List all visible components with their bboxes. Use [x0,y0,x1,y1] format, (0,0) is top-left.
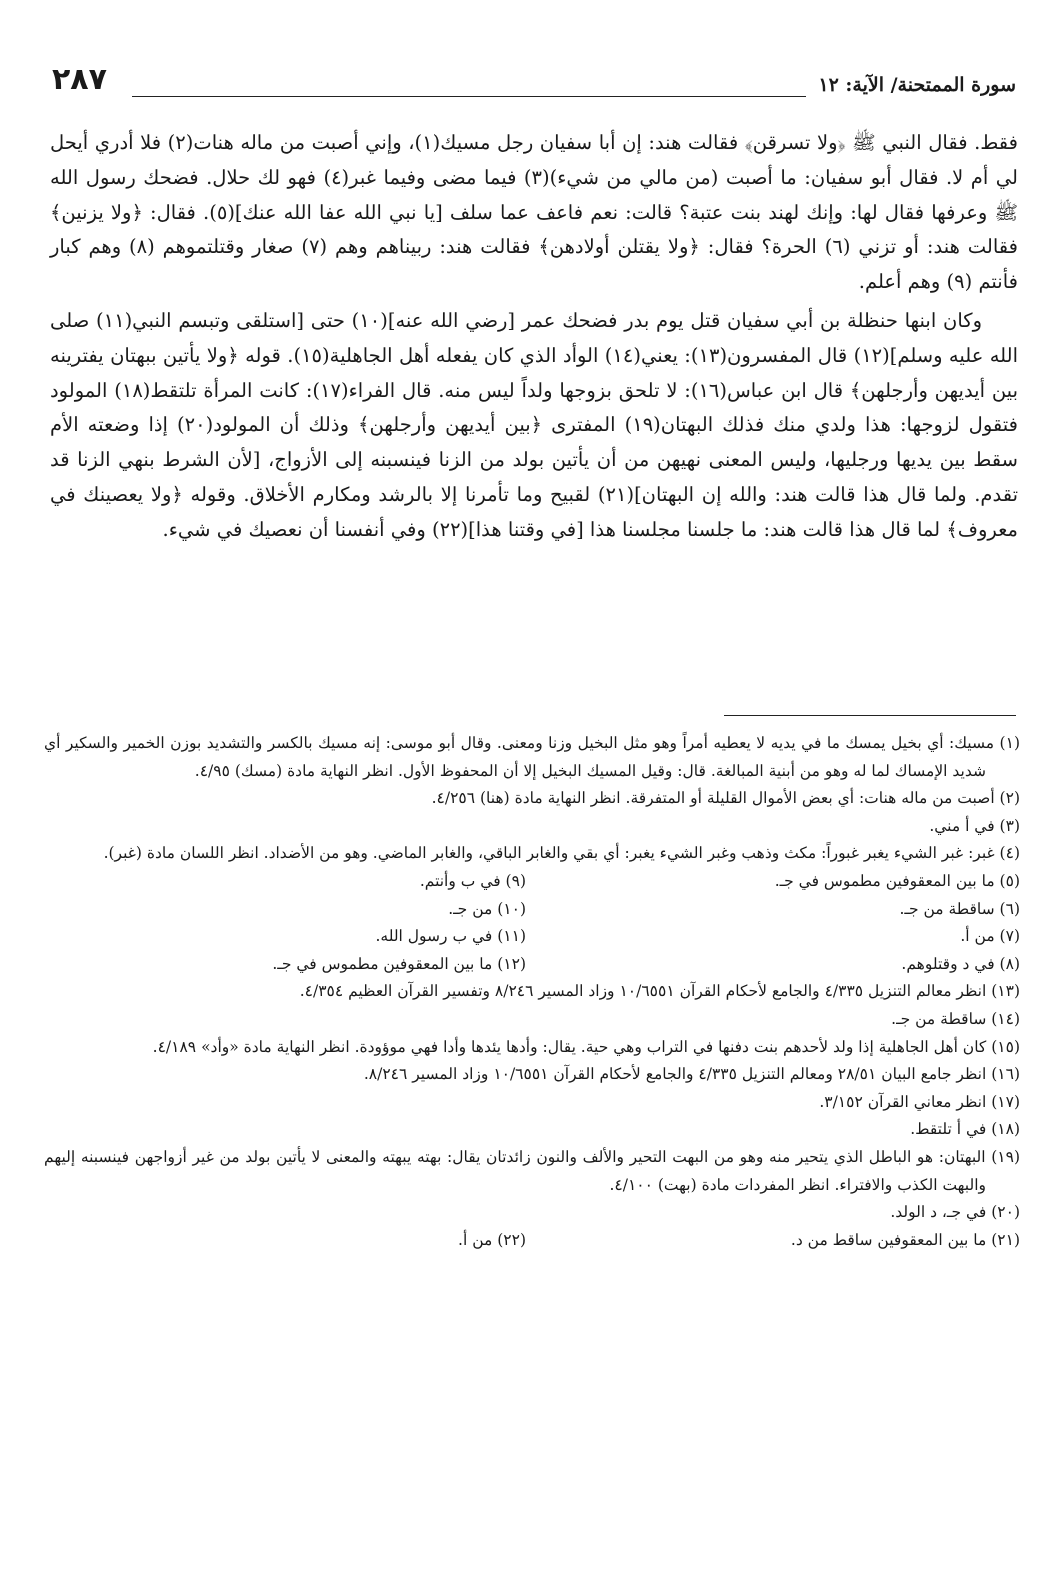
footnote: (٢) أصبت من ماله هنات: أي بعض الأموال القليلة أو المتفرقة. انظر النهاية مادة (هنا) ٤/٢٥٦. [431,789,1020,808]
footnote-column-right [540,1227,1020,1255]
footnote: (٤) غبر: غبر الشيء يغبر غبوراً: مكث وذهب وغبر الشيء يغبر: أي بقي والغابر الباقي، والغابر الماضي. وهو من الأضداد. انظر اللسان مادة (غبر). [103,844,1020,863]
footnote: (٢١) ما بين المعقوفين ساقط من د. [790,1230,1020,1249]
header-rule [132,96,806,97]
footnote-columns [44,868,1020,978]
footnote: (٥) ما بين المعقوفين مطموس في جـ. [774,871,1020,890]
surah-title: سورة الممتحنة/ الآية: ١٢ [818,74,1016,96]
footnote: (١٢) ما بين المعقوفين مطموس في جـ. [272,954,526,973]
footnote: (١٧) انظر معاني القرآن ٣/١٥٢. [819,1092,1020,1111]
footnote: (٧) من أ. [960,927,1020,946]
footnote: (٢٠) في جـ، د الولد. [890,1203,1020,1222]
footnote: (١٤) ساقطة من جـ. [891,1009,1020,1028]
footnote: (١٥) كان أهل الجاهلية إذا ولد لأحدهم بنت دفنها في التراب وهي حية. يقال: وأدها يئدها وأدا فهي موؤودة. انظر النهاية مادة «وأد» ٤/١٨٩. [152,1037,1020,1056]
footnote: (١١) في ب رسول الله. [375,927,526,946]
footnote: (١٠) من جـ. [448,899,526,918]
footnote: (١٣) انظر معالم التنزيل ٤/٣٣٥ والجامع لأحكام القرآن ١٠/٦٥٥١ وزاد المسير ٨/٢٤٦ وتفسير القرآن العظيم ٤/٣٥٤. [299,982,1020,1001]
footnote-separator [724,715,1016,716]
footnote-columns [44,1227,1020,1255]
footnote: (١) مسيك: أي بخيل يمسك ما في يديه لا يعطيه أمراً وهو مثل البخيل وزنا ومعنى. وقال أبو موسى: إنه مسيك بالكسر والتشديد بوزن الخمير والسكير أي شديد الإمساك لما له وهو من أبنية المبالغة. قال: وقيل المسيك البخيل إلا أن المحفوظ الأول. انظر النهاية مادة (مسك) ٤/٩٥. [44,734,1020,780]
footnote: (١٨) في أ تلتقط. [910,1120,1020,1139]
footnote: (٦) ساقطة من جـ. [899,899,1020,918]
footnote: (١٦) انظر جامع البيان ٢٨/٥١ ومعالم التنزيل ٤/٣٣٥ والجامع لأحكام القرآن ١٠/٦٥٥١ وزاد المسير ٨/٢٤٦. [363,1065,1020,1084]
paragraph: وكان ابنها حنظلة بن أبي سفيان قتل يوم بدر فضحك عمر [رضي الله عنه](١٠) حتى [استلقى وتبسم النبي(١١) صلى الله عليه وسلم](١٢) قال المفسرون(١٣): يعني(١٤) الوأد الذي كان يفعله أهل الجاهلية(١٥). قوله ﴿ولا يأتين ببهتان يفترينه بين أيديهن وأرجلهن﴾ قال ابن عباس(١٦): لا تلحق بزوجها ولداً ليس منه. قال الفراء(١٧): كانت المرأة تلتقط(١٨) المولود فتقول لزوجها: هذا ولدي منك فذلك البهتان(١٩) المفترى ﴿بين أيديهن وأرجلهن﴾ وذلك أن المولود(٢٠) إذا وضعته الأم سقط بين يديها ورجليها، وليس المعنى نهيهن من أن يأتين بولد من الزنا فينسبنه إلى الأزواج، [لأن الشرط بنهي الزنا قد تقدم. ولما قال هذا قالت هند: والله إن البهتان](٢١) لقبيح وما تأمرنا إلا بالرشد ومكارم الأخلاق. وقوله ﴿ولا يعصينك في معروف﴾ لما قال هذا قالت هند: ما جلسنا مجلسنا هذا [في وقتنا هذا](٢٢) وفي أنفسنا أن نعصيك في شيء. [50,308,1018,541]
footnote-column-right [540,868,1020,978]
footnote: (٢٢) من أ. [458,1230,526,1249]
paragraph: فقط. فقال النبي ﷺ ﴿ولا تسرقن﴾ فقالت هند: إن أبا سفيان رجل مسيك(١)، وإني أصبت من ماله هنات(٢) فلا أدري أيحل لي أم لا. فقال أبو سفيان: ما أصبت (من مالي من شيء)(٣) فيما مضى وفيما غبر(٤) فهو لك حلال. فضحك رسول الله ﷺ وعرفها فقال لها: وإنك لهند بنت عتبة؟ قالت: نعم فاعف عما سلف [يا نبي الله عفا الله عنك](٥). فقال: ﴿ولا يزنين﴾ فقالت هند: أو تزني (٦) الحرة؟ فقال: ﴿ولا يقتلن أولادهن﴾ فقالت هند: ربيناهم وهم (٧) صغار وقتلتموهم (٨) وهم كبار فأنتم (٩) وهم أعلم. [50,131,1019,294]
footnote: (٩) في ب وأنتم. [419,871,526,890]
main-text [50,126,1018,548]
page-header [52,62,1016,108]
footnotes [44,730,1020,1254]
footnote: (٨) في د وقتلوهم. [901,954,1020,973]
footnote: (١٩) البهتان: هو الباطل الذي يتحير منه وهو من البهت التحير والألف والنون زائدتان يقال: بهته يبهته والمعنى لا يأتين بولد من غير أزواجهن فينسبنه إليهم والبهت الكذب والافتراء. انظر المفردات مادة (بهت) ٤/١٠٠. [44,1147,1020,1194]
footnote-column-left [46,1227,540,1255]
page-number: ٢٨٧ [52,62,107,97]
footnote-column-left [46,868,540,978]
footnote: (٣) في أ مني. [929,816,1020,835]
